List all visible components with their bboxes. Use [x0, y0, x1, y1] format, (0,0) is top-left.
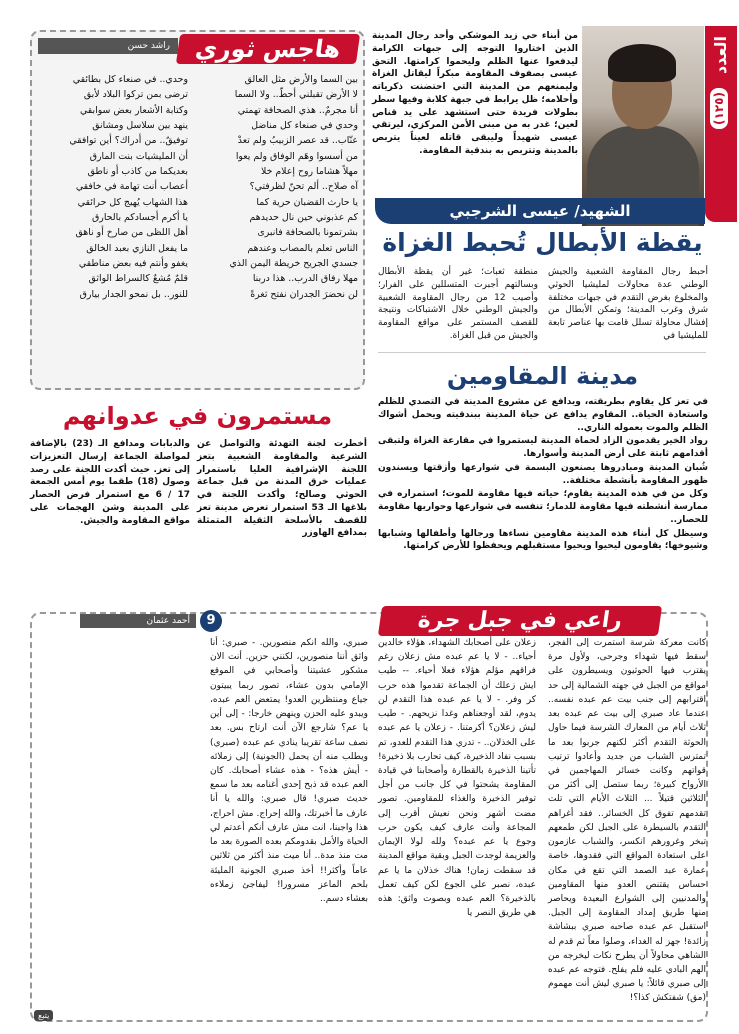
- story-column-3: صبري، والله انكم منصورين. - صبري: أنا واثق أننا منصورين، لكنني حزين. أنت الان مشكور عشيتنا وأصحابي في الموقع الإمامي بدون عشاء، تصور ربما يبيتون جياع ومنتظرين العدو! يمتعض العم عبده، ويبدو عليه الحزن وينهض خارجا: - إلى أين يا عم؟ شارجع الآن أنت ارتاح بس. بعد نصف ساعة تقريبا ينادي عم عبده (صبري) ويطلب منه أن يحمل (الجونية) إلى زملائه - أيش هذه؟ - هذه عشاء أصحابك. كان العم عبده قد ذبح إحدى أغنامه بعد ما سمع حديث صبري! قال صبري: والله يا أنا عارف ما أخبرتك، والله إحراج. مش احراج، هذا واجبنا، انت مش عارف أنكم أعدتم لي الحياة والأمل بقدومكم بعده الصورة بعد ما مت منذ مدة.. أنا ميت منذ أكثر من ثلاثين عاماً وأكثر!! أخذ صبري الجونية المليئة بلحم الماعز مسرورا! ليفاجئ زملاءه بعشاء دسم..: [210, 638, 368, 904]
- issue-number: (١٢٥): [710, 88, 728, 129]
- poem-title: هاجس ثوري: [176, 34, 360, 64]
- story-column-2: زعلان على أصحابك الشهداء، هؤلاء خالدين أحياء.. - لا يا عم عبده مش زعلان رغم فراقهم مؤلم هؤلاء فعلا أحياء. -- طيب ايش زعلك أن الجماعة تقدموا هذه حرب كر وفر. - لا يا عم عبده هذا التقدم لن يدوم، لقد أوجعناهم وغدا نزيحهم. - طيب ليش زعلان؟ أكرمتنا. - زعلان يا عم عبده على الخذلان.. - تدري هذا التقدم للعدو، تم بسبب نفاد الذخيرة، كيف تحارب بلا ذخيرة! تأتينا الذخيرة بالقطارة وأصحابنا في قيادة المقاومة يشحتوا في كل جانب من أجل توفير الذخيرة والغذاء للمقاومين. تصور مضت أشهر ونحن نعيش أقرب إلى المجاعة وأنت عارف كيف يكون حرب وجوع يا عم عبده؟ ولله لولا الإيمان والعزيمة لوجدت الجبل وبقية مواقع المدينة قد سقطت زمان! هناك خذلان ما يا عم عبده، نصبر على الجوع لكن كيف تعمل بالذخيرة؟ العم عبده وبصوت واثق: هذه هي طريق النصر يا: [378, 638, 536, 919]
- divider: [378, 352, 706, 353]
- poem-column-right: [208, 72, 358, 302]
- poem-line: ترضى بمن تركوا البلاد لأبق: [83, 89, 188, 101]
- article2-paragraph: في تعز كل يقاوم بطريقته، ويدافع عن مشروع المدينة في التصدي للظلم واستعادة الحياة.. المقاوم يدافع عن حياة المدينة ببندقيته ويحمل أشواك الظلم والموت بعموله الناري..: [378, 397, 708, 433]
- story-episode-number: 9: [200, 610, 222, 632]
- poem-line: من أسسوا وهَم الوفاق ولم يعوا: [235, 150, 358, 162]
- poem-line: هذا الشهاب يُهيج كل حرائقي: [77, 196, 188, 208]
- article3-col-left: والدبابات ومدافع الـ (23) بالإضافة لمواصلة الجماعة إرسال التعزيزات إلى تعز. حيث أكدت اللجنة على رصد وصول (18) طقما يوم أمس الجمعة 17 / 6 مع استمرار فرض الحصار على المدينة وشن الهجمات على مواقع المقاومة والجيش.: [30, 439, 190, 526]
- martyr-photo: [582, 26, 704, 226]
- article1-col-left: منطقة ثعبات؛ غير أن يقظة الأبطال وبسالتهم أجبرت المتسللين على الفرار؛ وأصيب 12 من رجال المقاومة الشعبية والجيش الوطني خلال الاشتباكات ونتيجة للقصف المستمر على مواقع المقاومة والجيش من قبل الغزاة.: [378, 267, 538, 341]
- story-title: راعي في جبل جرة: [378, 606, 662, 636]
- poem-line: بشرتمونا بالصحافة فانبرى: [257, 227, 358, 239]
- article2-paragraph: وسيظل كل أبناء هذه المدينة مقاومين نساءها ورجالها وأطفالها وشبابها وشيوخها؛ يقاومون ليحيوا ويحيوا مستقبلهم ويحفظوا للأرض كرامتها.: [378, 528, 708, 552]
- martyr-name: الشهيد/ عيسى الشرجبي: [375, 198, 705, 224]
- article3-title: مستمرون في عدوانهم: [62, 402, 333, 430]
- poem-line: مهلاً هشاما روح إعلام خلا: [261, 165, 358, 177]
- poem-line: أن المليشيات بنت المارق: [89, 150, 188, 162]
- poem-line: جسدي الجريح خريطة اليمن الذي: [229, 257, 358, 269]
- poem-line: يغفو وأنتم فيه بعض مناطقي: [78, 257, 188, 269]
- poem-line: وحدي.. في صنعاء كل بطائقي: [72, 74, 188, 85]
- article2-paragraph: وكل من في هذه المدينة يقاوم؛ حياته فيها مقاومة للموت؛ استمراره في ممارسة أنشطته فيها مقاومة للدمار؛ تنفسه في شوارعها وحواريها مقاومة للحصار..: [378, 489, 708, 525]
- issue-banner: [705, 26, 737, 222]
- issue-label: العدد: [711, 36, 730, 74]
- poem-line: الناس تعلم بالمصاب وعندهم: [247, 242, 358, 254]
- poem-line: للنور.. بل نمحو الجدار بيارق: [79, 288, 188, 300]
- story-header: [60, 606, 660, 636]
- poem-line: بعديكما من كاذب أو ناطق: [87, 165, 188, 177]
- poem-line: آه صلاح.. ألم تحنّ لظرفتي؟: [249, 181, 358, 193]
- poem-line: أهل اللظى من صارخ أو ناهق: [75, 227, 188, 239]
- poem-author: راشد حسن: [38, 38, 178, 54]
- poem-line: لن نحضرَ الجدران نفتح ثغرةً: [250, 288, 358, 300]
- poem-line: بين السما والأرض مثل العالق: [244, 74, 358, 85]
- article2-paragraph: شُبان المدينة ومبادروها يصنعون البسمة في شوارعها وأزقتها ويسندون ظهور المقاومة بأنشطة مختلفة..: [378, 462, 708, 486]
- martyr-intro: من أبناء حي زيد الموشكي وأحد رجال المدينة الذين اختاروا التوجه إلى جبهات الكرامة ليدفعوا عنها الظلم وليحموا كرامتها. التحق عيسى بصفوف المقاومة مبكراً ليقاتل الغزاة وليمنعهم من المدينة التي احتضنت ذكرياته وأحلامه؛ ظل يرابط في جبهة كلابة وفيها سطر بطولات فريدة حتى استشهد على يد قناص لعين؛ غدر به من مبنى الأمن المركزي، ليرتقي عيسى شهيداً وليبقى قاتله لعيناً يتربص بالمدينة وتتربص به بندقية المقاومة.: [372, 31, 578, 156]
- poem-line: وحدي في صنعاء كل مناضل: [251, 119, 358, 131]
- poem-area: [38, 0, 358, 390]
- poem-line: وكتابة الأشعار بعض سوابقي: [79, 104, 188, 116]
- article2-paragraph: رواد الخير يقدمون الزاد لحماة المدينة ليستمروا في مقارعة الغزاة ولتبقى أقدامهم ثابتة على أرض المدينة وأسوارها.: [378, 436, 708, 460]
- poem-line: مهلا رفاق الدرب.. هذا دربنا: [252, 273, 358, 285]
- article1-col-right: أحبط رجال المقاومة الشعبية والجيش الوطني عدة محاولات لمليشيا الحوثي والمخلوع بغرض التقدم في جبهات مختلفة شرق وغرب المدينة؛ وتمكن الأبطال من إفشال محاولة تسلل قامت بها عناصر تابعة للمليشيا في: [548, 267, 708, 341]
- poem-line: كم عذبوني حين نال حديدهم: [249, 211, 358, 223]
- poem-line: أنا مجرمٌ.. هذي الصحافة تهمتي: [237, 104, 358, 116]
- article2-body: [378, 396, 708, 554]
- poem-line: يا حارث القضبان حرية كما: [256, 196, 358, 208]
- poem-line: ما يفعل النازي بعبد الخالق: [86, 242, 188, 254]
- story-author: أحمد عثمان: [80, 614, 196, 628]
- poem-line: ينهد بين سلاسل ومشانق: [92, 119, 188, 131]
- continued-label: يتبع: [34, 1010, 53, 1021]
- poem-line: قلمٌ مُشعٌ كالسراط الواثق: [88, 273, 188, 285]
- article1-title: يقظة الأبطال تُحبط الغزاة: [382, 228, 703, 257]
- article2-title: مدينة المقاومين: [446, 362, 639, 390]
- poem-line: توفيقٌ.. من أدراك؟ أين توافقي: [69, 135, 188, 147]
- poem-line: أعصاب أنت تهامة في خافقي: [75, 181, 188, 193]
- poem-line: لا الأرض تقبلني أحطّ.. ولا السما: [234, 89, 358, 101]
- poem-line: عنّاب.. قد عصر الزبيبُ ولم تعدْ: [237, 135, 358, 147]
- poem-header: [38, 34, 358, 64]
- poem-column-left: [38, 72, 188, 302]
- story-column-1: كانت معركة شرسة استمرت إلى الفجر، سقط فيها شهداء وجرحى، ولأول مرة يقترب فيها الحوثيون ويسيطرون على مواقع من الجبل في جهته الشمالية إلى حد اقترابهم إلى جنب بيت عم عبده نفسه.. عندما عاد صبري إلى بيت عم عبده بعد ثلاث أيام من المعارك الشرسة فيما حاول الحوثة التقدم أكثر لكنهم جربوا بعد ما تمترس الشباب من جديد وأعادوا ترتيب قواتهم وكانت خسائر المهاجمين في الأرواح كبيرة؛ ربما ستصل إلى أكثر من الثلاثين قتيلاً ... الثلاث الأيام التي تلت تقدمهم تفوق كل الخسائر.. فقد أغراهم التقدم بالسيطرة على الجبل لكن طمعهم تبخر وغرورهم انكسر، والشباب عازمون على استعادة المواقع التي فقدوها، خاصة عمارة عبد الصمد التي تقع في مكان حساس يقتنص العدو منها المقاومين والمدنيين إلى الشوارع البعيدة ويحاصر منها طريق إمداد المقاومة إلى الجبل. استقبل عم عبده صاحبه صبري ببشاشة زائدة! جهز له الغداء، وصلوا معاً ثم قدم له الشاهي محاولاً أن يطرح نكات ليخرجه من الهم البادي عليه فلم يفلح. فتوجه عم عبده إلى صبري قائلاً: يا صبري ليش أنت مهموم (مق) شفتكش كذا؟!: [548, 638, 706, 1004]
- poem-line: يا أكرم أجسادكم بالحارق: [92, 211, 188, 223]
- article3-col-right: أخطرت لجنة التهدئة والتواصل عن الشرعية والمقاومة الشعبية بتعز اللجنة الإشرافية العليا باستمرار عمليات خرق المدنة من قبل جماعة الحوثي وصالح؛ وأكدت اللجنة في بلاغها الـ 53 استمرار تعرض مدينة تعز للقصف بالأسلحة الثقيلة المتمثلة بمدافع الهاوزر: [197, 439, 367, 539]
